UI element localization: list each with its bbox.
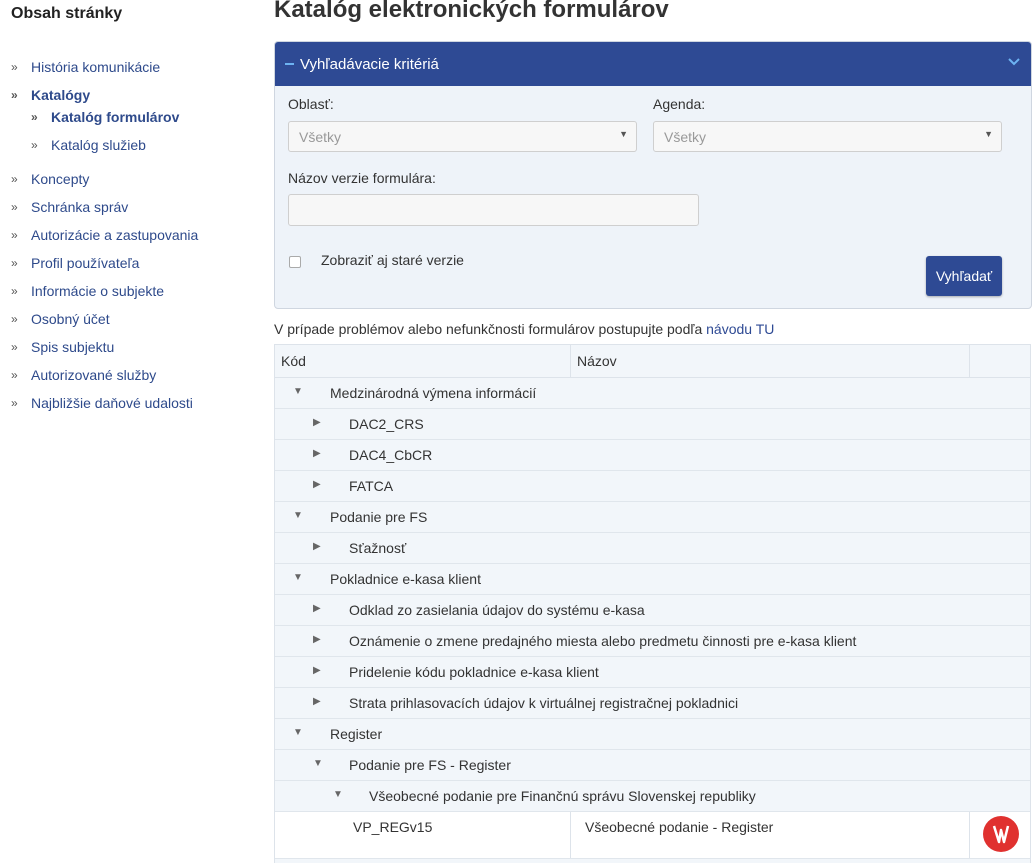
- expanded-triangle-icon: ▼: [293, 572, 303, 583]
- nazov-label: Názov verzie formulára:: [288, 170, 436, 186]
- sidebar: [0, 0, 260, 863]
- chevron-right-icon: »: [11, 312, 18, 326]
- tree-row-item[interactable]: [275, 595, 1030, 626]
- tree-row-label: DAC2_CRS: [349, 416, 424, 432]
- agenda-select-value: Všetky: [664, 129, 707, 145]
- sidebar-item-osobny-ucet[interactable]: [11, 311, 110, 327]
- sidebar-item-label: Katalógy: [31, 87, 91, 103]
- search-button[interactable]: Vyhľadať: [926, 256, 1002, 296]
- sidebar-item-profil[interactable]: [11, 255, 139, 271]
- expanded-triangle-icon: ▼: [293, 727, 303, 738]
- tree-row-label: Odklad zo zasielania údajov do systému e-kasa: [349, 602, 645, 618]
- tree-row-label: Podanie pre FS - Register: [349, 757, 511, 773]
- oblast-select[interactable]: [288, 121, 637, 152]
- chevron-right-icon: »: [11, 60, 18, 74]
- chevron-right-icon: »: [11, 284, 18, 298]
- collapsed-triangle-icon: ▶: [313, 448, 321, 459]
- tree-row-label: Oznámenie o zmene predajného miesta alebo predmetu činnosti pre e-kasa klient: [349, 633, 857, 649]
- chevron-right-icon: »: [11, 256, 18, 270]
- tree-row-group[interactable]: [275, 750, 1030, 781]
- old-versions-label: Zobraziť aj staré verzie: [321, 252, 464, 268]
- collapsed-triangle-icon: ▶: [313, 541, 321, 552]
- help-widget-icon[interactable]: [983, 816, 1019, 852]
- chevron-right-icon: »: [31, 138, 38, 152]
- collapse-icon: [285, 63, 294, 65]
- collapsed-triangle-icon: ▶: [313, 479, 321, 490]
- sidebar-item-autorizacie[interactable]: [11, 227, 198, 243]
- chevron-right-icon: »: [11, 340, 18, 354]
- chevron-right-icon: »: [11, 200, 18, 214]
- tree-row-label: Pridelenie kódu pokladnice e-kasa klient: [349, 664, 599, 680]
- form-name[interactable]: Všeobecné podanie - Register: [571, 812, 970, 858]
- sidebar-item-schranka[interactable]: [11, 199, 128, 215]
- table-row[interactable]: [275, 812, 1030, 859]
- expanded-triangle-icon: ▼: [313, 758, 323, 769]
- chevron-down-icon: »: [31, 110, 38, 124]
- column-header-nazov[interactable]: Názov: [571, 345, 970, 377]
- form-code[interactable]: VP_REGv15: [275, 812, 571, 858]
- old-versions-checkbox[interactable]: [289, 256, 301, 268]
- chevron-right-icon: »: [11, 368, 18, 382]
- chevron-right-icon: »: [11, 172, 18, 186]
- sidebar-item-katalog-formularov[interactable]: [31, 109, 179, 125]
- tree-row-label: Medzinárodná výmena informácií: [330, 385, 537, 401]
- widget-glyph-icon: [983, 816, 1019, 852]
- chevron-right-icon: »: [11, 228, 18, 242]
- tree-row-label: Podanie pre FS: [330, 509, 428, 525]
- collapsed-triangle-icon: ▶: [313, 696, 321, 707]
- tree-row-label: Pokladnice e-kasa klient: [330, 571, 481, 587]
- tree-row-label: FATCA: [349, 478, 394, 494]
- sidebar-item-label: Koncepty: [31, 171, 90, 187]
- chevron-down-icon[interactable]: [1007, 55, 1021, 69]
- sidebar-item-label: História komunikácie: [31, 59, 161, 75]
- chevron-right-icon: »: [11, 396, 18, 410]
- column-header-kod[interactable]: Kód: [275, 345, 571, 377]
- help-notice: [274, 321, 774, 337]
- nazov-input[interactable]: [288, 194, 699, 226]
- expanded-triangle-icon: ▼: [293, 386, 303, 397]
- collapsed-triangle-icon: ▶: [313, 603, 321, 614]
- sidebar-item-label: Schránka správ: [31, 199, 129, 215]
- tree-row-item[interactable]: [275, 533, 1030, 564]
- sidebar-item-label: Najbližšie daňové udalosti: [31, 395, 193, 411]
- agenda-label: Agenda:: [653, 96, 706, 112]
- tree-row-label: Sťažnosť: [349, 540, 407, 556]
- sidebar-title: Obsah stránky: [11, 5, 123, 22]
- sidebar-item-informacie[interactable]: [11, 283, 164, 299]
- sidebar-item-label: Autorizované služby: [31, 367, 157, 383]
- table-footer-strip: [275, 859, 1030, 863]
- sidebar-item-label: Profil používateľa: [31, 255, 140, 271]
- collapsed-triangle-icon: ▶: [313, 634, 321, 645]
- search-panel-title: Vyhľadávacie kritériá: [300, 55, 439, 73]
- expanded-triangle-icon: ▼: [333, 789, 343, 800]
- collapsed-triangle-icon: ▶: [313, 417, 321, 428]
- tree-row-label: Register: [330, 726, 383, 742]
- sidebar-item-label: Autorizácie a zastupovania: [31, 227, 199, 243]
- tree-row-group[interactable]: [275, 564, 1030, 595]
- tree-row-item[interactable]: [275, 409, 1030, 440]
- dropdown-arrow-icon: ▼: [619, 129, 628, 139]
- sidebar-item-label: Spis subjektu: [31, 339, 115, 355]
- sidebar-item-label: Katalóg formulárov: [51, 109, 180, 125]
- sidebar-item-katalogy[interactable]: [11, 87, 90, 103]
- column-header-extra: [970, 345, 1030, 377]
- sidebar-item-historia[interactable]: [11, 59, 160, 75]
- tree-row-item[interactable]: [275, 688, 1030, 719]
- oblast-select-value: Všetky: [299, 129, 342, 145]
- tree-row-group[interactable]: [275, 502, 1030, 533]
- table-header: [275, 345, 1030, 378]
- tree-row-item[interactable]: [275, 471, 1030, 502]
- page-title: Katalóg elektronických formulárov: [274, 0, 669, 23]
- collapsed-triangle-icon: ▶: [313, 665, 321, 676]
- chevron-down-icon: »: [11, 88, 18, 102]
- sidebar-item-label: Informácie o subjekte: [31, 283, 165, 299]
- tree-row-group[interactable]: [275, 719, 1030, 750]
- sidebar-item-spis[interactable]: [11, 339, 114, 355]
- dropdown-arrow-icon: ▼: [984, 129, 993, 139]
- search-panel-header[interactable]: [275, 42, 1031, 86]
- help-notice-text: V prípade problémov alebo nefunkčnosti formulárov postupujte podľa: [274, 321, 707, 337]
- sidebar-item-koncepty[interactable]: [11, 171, 89, 187]
- oblast-label: Oblasť:: [288, 96, 334, 112]
- tree-row-label: Strata prihlasovacích údajov k virtuálnej registračnej pokladnici: [349, 695, 739, 711]
- search-panel: [274, 41, 1032, 309]
- sidebar-item-autorizovane[interactable]: [11, 367, 156, 383]
- help-link[interactable]: návodu TU: [706, 321, 775, 337]
- sidebar-item-katalog-sluzieb[interactable]: [31, 137, 146, 153]
- sidebar-item-label: Osobný účet: [31, 311, 110, 327]
- tree-row-group[interactable]: [275, 378, 1030, 409]
- tree-row-item[interactable]: [275, 626, 1030, 657]
- agenda-select[interactable]: [653, 121, 1002, 152]
- sidebar-item-udalosti[interactable]: [11, 395, 193, 411]
- forms-tree-table: [274, 344, 1031, 863]
- sidebar-item-label: Katalóg služieb: [51, 137, 146, 153]
- tree-row-label: DAC4_CbCR: [349, 447, 433, 463]
- tree-row-label: Všeobecné podanie pre Finančnú správu Slovenskej republiky: [369, 788, 756, 804]
- expanded-triangle-icon: ▼: [293, 510, 303, 521]
- tree-row-item[interactable]: [275, 657, 1030, 688]
- tree-row-group[interactable]: [275, 781, 1030, 812]
- tree-row-item[interactable]: [275, 440, 1030, 471]
